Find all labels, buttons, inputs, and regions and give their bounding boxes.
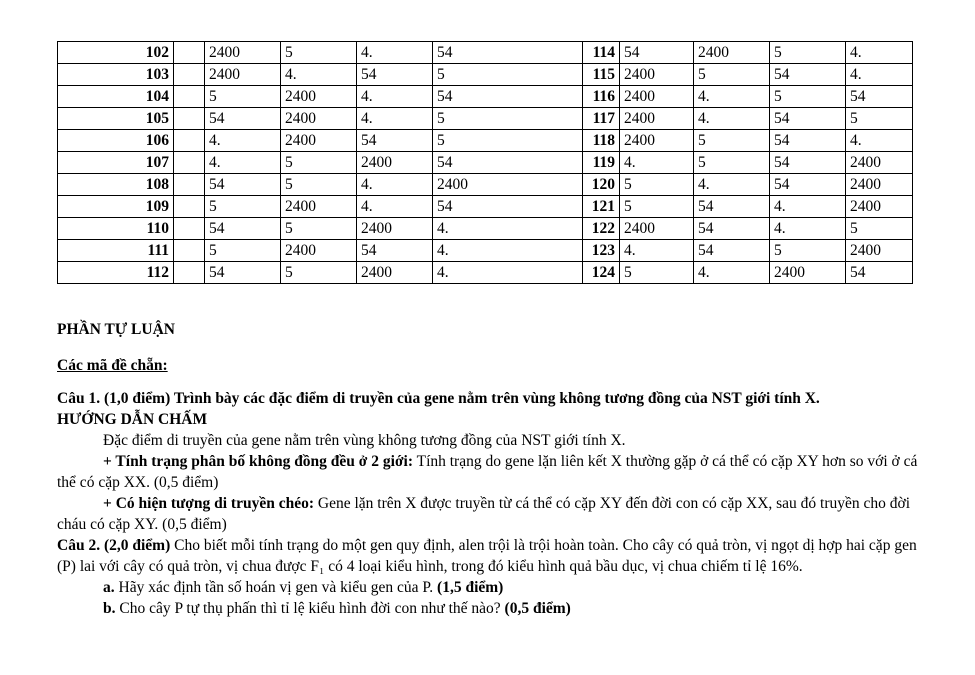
- table-row: [58, 240, 913, 262]
- answer-cell: 4.: [357, 86, 433, 108]
- answer-cell: 2400: [281, 240, 357, 262]
- blank-cell: [174, 86, 205, 108]
- point-2-label: + Có hiện tượng di truyền chéo:: [103, 495, 314, 512]
- part-b-points: (0,5 điểm): [504, 600, 571, 617]
- answer-cell: 54: [770, 108, 846, 130]
- exam-code-cell: 108: [58, 174, 174, 196]
- answer-cell: 54: [770, 64, 846, 86]
- answer-cell: 4.: [846, 64, 913, 86]
- part-a-label: a.: [103, 579, 115, 596]
- answer-cell: 54: [433, 152, 583, 174]
- question-1-title: Câu 1. (1,0 điểm) Trình bày các đặc điểm di truyền của gene nằm trên vùng không tương đồng của NST giới tính X.: [57, 390, 820, 407]
- answer-cell: 4.: [846, 42, 913, 64]
- part-a-text: Hãy xác định tần số hoán vị gen và kiểu gen của P.: [114, 579, 438, 596]
- exam-code-cell: 122: [583, 218, 620, 240]
- answer-cell: 5: [433, 108, 583, 130]
- answer-cell: 4.: [846, 130, 913, 152]
- answer-cell: 4.: [433, 262, 583, 284]
- exam-code-cell: 121: [583, 196, 620, 218]
- exam-code-cell: 107: [58, 152, 174, 174]
- answer-cell: 4.: [694, 262, 770, 284]
- answer-cell: 5: [281, 262, 357, 284]
- table-row: [58, 174, 913, 196]
- answer-cell: 4.: [357, 174, 433, 196]
- blank-cell: [174, 152, 205, 174]
- answer-cell: 54: [694, 240, 770, 262]
- answer-cell: 54: [357, 130, 433, 152]
- answer-cell: 2400: [770, 262, 846, 284]
- blank-cell: [174, 108, 205, 130]
- answer-cell: 2400: [433, 174, 583, 196]
- exam-code-cell: 118: [583, 130, 620, 152]
- answer-cell: 54: [770, 152, 846, 174]
- grading-guide-heading: HƯỚNG DẪN CHẤM: [57, 411, 208, 428]
- exam-code-cell: 110: [58, 218, 174, 240]
- answer-cell: 4.: [620, 152, 694, 174]
- answer-cell: 54: [205, 218, 281, 240]
- blank-cell: [174, 196, 205, 218]
- answer-cell: 4.: [694, 108, 770, 130]
- answer-cell: 5: [694, 64, 770, 86]
- answer-cell: 5: [205, 196, 281, 218]
- answer-cell: 4.: [357, 42, 433, 64]
- answer-cell: 54: [357, 64, 433, 86]
- exam-code-cell: 102: [58, 42, 174, 64]
- answer-cell: 4.: [620, 240, 694, 262]
- answer-cell: 2400: [620, 218, 694, 240]
- exam-code-cell: 104: [58, 86, 174, 108]
- blank-cell: [174, 240, 205, 262]
- question-2-part-b: [57, 598, 919, 619]
- part-b-label: b.: [103, 600, 116, 617]
- answer-cell: 54: [357, 240, 433, 262]
- answer-cell: 2400: [205, 42, 281, 64]
- answer-cell: 5: [770, 42, 846, 64]
- answer-cell: 5: [281, 174, 357, 196]
- answer-cell: 54: [205, 262, 281, 284]
- answer-cell: 4.: [770, 196, 846, 218]
- blank-cell: [174, 42, 205, 64]
- question-2-stem: [57, 535, 919, 577]
- table-row: [58, 218, 913, 240]
- answer-cell: 4.: [694, 86, 770, 108]
- answer-cell: 5: [281, 42, 357, 64]
- answer-cell: 4.: [205, 130, 281, 152]
- answer-cell: 2400: [846, 174, 913, 196]
- question-2-text: Cho biết mỗi tính trạng do một gen quy định, alen trội là trội hoàn toàn. Cho cây có quả tròn, vị ngọt dị hợp hai cặp gen (P) lai với cây có quả tròn, vị chua được F₁ có 4 loại kiểu hình, trong đó kiểu hình quả bầu dục, vị chua chiếm tỉ lệ 16%.: [57, 537, 917, 575]
- table-row: [58, 196, 913, 218]
- answer-cell: 54: [694, 196, 770, 218]
- question-1-block: [57, 388, 919, 619]
- question-2-part-a: [57, 577, 919, 598]
- answer-cell: 54: [433, 42, 583, 64]
- question-1-point-2: [57, 493, 919, 535]
- blank-cell: [174, 262, 205, 284]
- point-1-label: + Tính trạng phân bố không đồng đều ở 2 giới:: [103, 453, 413, 470]
- blank-cell: [174, 218, 205, 240]
- answer-cell: 2400: [846, 152, 913, 174]
- exam-code-cell: 106: [58, 130, 174, 152]
- table-row: [58, 64, 913, 86]
- question-1-point-1: [57, 451, 919, 493]
- answer-cell: 5: [694, 130, 770, 152]
- answer-cell: 2400: [694, 42, 770, 64]
- answer-cell: 54: [620, 42, 694, 64]
- answer-cell: 5: [620, 174, 694, 196]
- exam-code-cell: 117: [583, 108, 620, 130]
- blank-cell: [174, 130, 205, 152]
- question-2-label: Câu 2. (2,0 điểm): [57, 537, 171, 554]
- answer-cell: 2400: [281, 86, 357, 108]
- part-b-text: Cho cây P tự thụ phấn thì tỉ lệ kiểu hình đời con như thế nào?: [115, 600, 505, 617]
- answer-cell: 2400: [281, 130, 357, 152]
- answer-cell: 4.: [433, 218, 583, 240]
- answer-cell: 5: [281, 218, 357, 240]
- answer-cell: 2400: [846, 240, 913, 262]
- essay-heading: [57, 319, 919, 340]
- answer-cell: 2400: [620, 86, 694, 108]
- exam-code-cell: 109: [58, 196, 174, 218]
- exam-code-cell: 112: [58, 262, 174, 284]
- answer-cell: 54: [770, 174, 846, 196]
- answer-cell: 2400: [846, 196, 913, 218]
- answer-cell: 5: [281, 152, 357, 174]
- essay-subheading: [57, 355, 919, 376]
- exam-code-cell: 120: [583, 174, 620, 196]
- answer-cell: 54: [433, 86, 583, 108]
- answer-cell: 5: [770, 86, 846, 108]
- answer-cell: 4.: [433, 240, 583, 262]
- blank-cell: [174, 64, 205, 86]
- answer-cell: 5: [205, 240, 281, 262]
- table-row: [58, 42, 913, 64]
- answer-cell: 54: [694, 218, 770, 240]
- answer-cell: 4.: [281, 64, 357, 86]
- table-row: [58, 108, 913, 130]
- answer-cell: 2400: [281, 196, 357, 218]
- answer-cell: 4.: [770, 218, 846, 240]
- exam-code-cell: 111: [58, 240, 174, 262]
- answer-cell: 5: [620, 196, 694, 218]
- table-row: [58, 130, 913, 152]
- answer-cell: 5: [770, 240, 846, 262]
- exam-code-cell: 119: [583, 152, 620, 174]
- answer-cell: 54: [433, 196, 583, 218]
- exam-code-cell: 123: [583, 240, 620, 262]
- answer-cell: 2400: [620, 130, 694, 152]
- table-row: [58, 152, 913, 174]
- even-codes-subheading: Các mã đề chẵn:: [57, 357, 168, 374]
- answer-cell: 5: [433, 64, 583, 86]
- exam-code-cell: 124: [583, 262, 620, 284]
- part-a-points: (1,5 điểm): [437, 579, 504, 596]
- answer-cell: 54: [770, 130, 846, 152]
- answer-cell: 54: [846, 86, 913, 108]
- answer-cell: 2400: [357, 152, 433, 174]
- blank-cell: [174, 174, 205, 196]
- essay-heading-text: PHẦN TỰ LUẬN: [57, 321, 175, 338]
- answer-cell: 2400: [357, 262, 433, 284]
- exam-code-cell: 116: [583, 86, 620, 108]
- answer-cell: 2400: [620, 108, 694, 130]
- answer-cell: 2400: [205, 64, 281, 86]
- point-2-text: Gene lặn trên X được truyền từ cá thể có cặp XY đến đời con có cặp XX, sau đó truyền cho đời cháu có cặp XY. (0,5 điểm): [57, 495, 911, 533]
- answer-cell: 5: [846, 108, 913, 130]
- answer-cell: 2400: [620, 64, 694, 86]
- answer-key-table-body: [58, 42, 913, 284]
- answer-cell: 2400: [357, 218, 433, 240]
- answer-cell: 2400: [281, 108, 357, 130]
- answer-cell: 5: [694, 152, 770, 174]
- answer-cell: 4.: [205, 152, 281, 174]
- answer-cell: 4.: [357, 196, 433, 218]
- answer-cell: 5: [205, 86, 281, 108]
- answer-cell: 5: [846, 218, 913, 240]
- table-row: [58, 86, 913, 108]
- answer-cell: 4.: [694, 174, 770, 196]
- point-1-text: Tính trạng do gene lặn liên kết X thường gặp ở cá thể có cặp XY hơn so với ở cá thể có cặp XX. (0,5 điểm): [57, 453, 918, 491]
- answer-cell: 5: [433, 130, 583, 152]
- answer-cell: 54: [846, 262, 913, 284]
- answer-cell: 54: [205, 108, 281, 130]
- answer-cell: 4.: [357, 108, 433, 130]
- answer-cell: 54: [205, 174, 281, 196]
- exam-code-cell: 114: [583, 42, 620, 64]
- question-1-intro: Đặc điểm di truyền của gene nằm trên vùng không tương đồng của NST giới tính X.: [103, 432, 626, 449]
- exam-code-cell: 115: [583, 64, 620, 86]
- exam-code-cell: 103: [58, 64, 174, 86]
- answer-cell: 5: [620, 262, 694, 284]
- exam-code-cell: 105: [58, 108, 174, 130]
- answer-key-table: [57, 41, 913, 284]
- table-row: [58, 262, 913, 284]
